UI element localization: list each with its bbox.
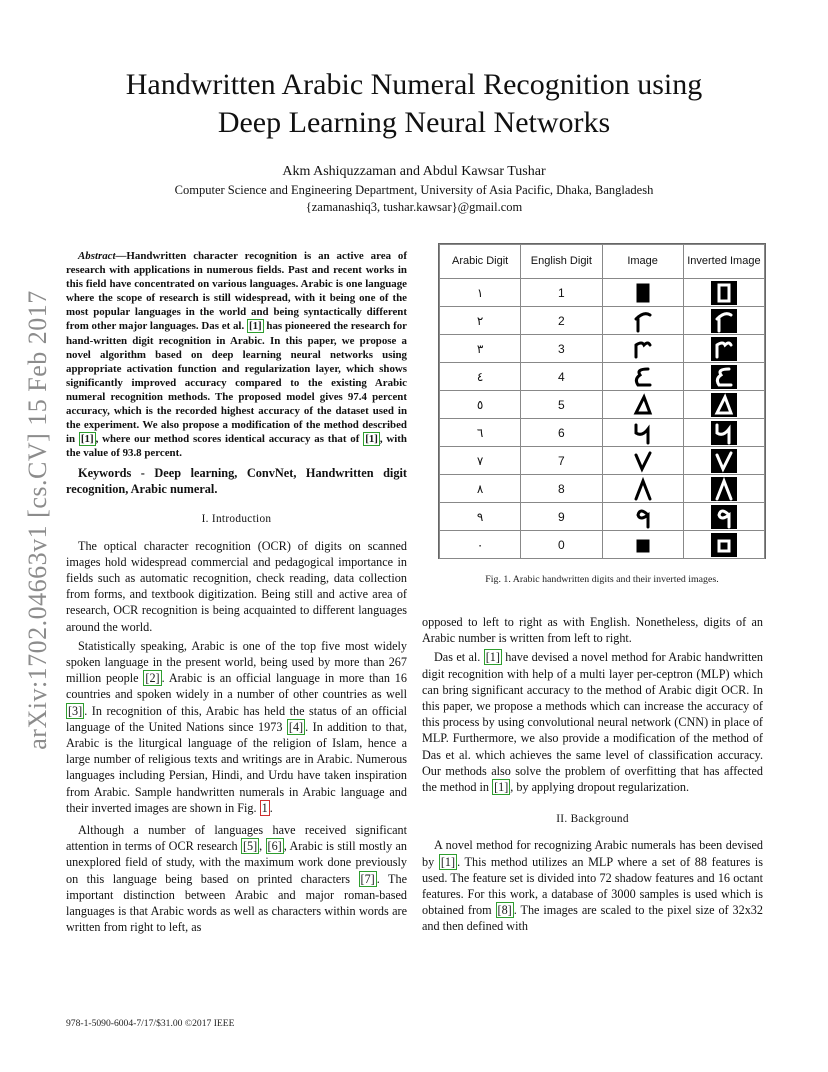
- table-header-row: [440, 245, 765, 279]
- handwritten-digit-image: [630, 505, 656, 529]
- keywords: Keywords - Deep learning, ConvNet, Handwritten digit recognition, Arabic numeral.: [66, 466, 407, 497]
- arabic-digit-cell: ٣: [440, 335, 521, 363]
- arabic-digit-cell: ٩: [440, 503, 521, 531]
- section-heading-background: II. Background: [556, 813, 629, 826]
- figure-link[interactable]: 1: [261, 800, 268, 815]
- text-run: . Arabic is an official language in more than 16 countries and spoken widely in a number of other countries as well: [66, 671, 407, 702]
- affiliation-block: [60, 182, 768, 216]
- arxiv-stamp-text: arXiv:1702.04663v1 [cs.CV] 15 Feb 2017: [23, 290, 53, 750]
- english-digit-cell: 3: [521, 335, 602, 363]
- text-run: ,: [259, 839, 266, 854]
- table-body: [440, 279, 765, 559]
- inverted-digit-image: [711, 449, 737, 473]
- text-run: A novel method for recognizing Arabic numerals has been devised by: [422, 838, 763, 869]
- arabic-digit-cell: ١: [440, 279, 521, 307]
- english-digit-cell: 7: [521, 447, 602, 475]
- figure-1: [438, 243, 766, 559]
- text-run: . In addition to that, Arabic is the liturgical language of the religion of Islam, hence a large number of religious texts and writings are in Arabic. Numerous languages including Persian, Hindi, and Urdu have taken inspiration from Arabic. Sample handwritten numerals in Arabic language and their inverted images are shown in Fig.: [66, 719, 407, 815]
- left-column: [66, 249, 407, 938]
- handwritten-digit-image: [630, 309, 656, 333]
- handwritten-digit-image: [630, 421, 656, 445]
- title-line-1: Handwritten Arabic Numeral Recognition using: [125, 68, 703, 101]
- arabic-digit-cell: ٦: [440, 419, 521, 447]
- header-arabic-digit: Arabic Digit: [440, 245, 521, 279]
- paragraph: [66, 822, 407, 935]
- inverted-image-cell: [683, 419, 764, 447]
- image-cell: [602, 391, 683, 419]
- text-run: Although a number of languages have received significant attention in terms of OCR research: [66, 823, 407, 854]
- image-cell: [602, 447, 683, 475]
- english-digit-cell: 9: [521, 503, 602, 531]
- text-run: . The important distinction between Arabic and major roman-based languages is that Arabic words as well as characters within words are written from right to left, as: [66, 871, 407, 935]
- table-row: [440, 447, 765, 475]
- citation-link[interactable]: [2]: [145, 671, 160, 686]
- image-cell: [602, 279, 683, 307]
- table-row: [440, 419, 765, 447]
- citation-link[interactable]: [3]: [68, 703, 83, 718]
- citation-link[interactable]: [1]: [80, 433, 94, 446]
- image-cell: [602, 335, 683, 363]
- paragraph: [66, 638, 407, 816]
- table-row: [440, 335, 765, 363]
- text-run: , Arabic is still mostly an unexplored field of study, with the maximum work done previously on this language being based on printed characters: [66, 839, 407, 886]
- paper-title: [60, 66, 768, 142]
- inverted-image-cell: [683, 335, 764, 363]
- inverted-digit-image: [711, 281, 737, 305]
- image-cell: [602, 419, 683, 447]
- arabic-digit-cell: ٤: [440, 363, 521, 391]
- text-run: . The images are scaled to the pixel size of 32x32 and then defined with: [422, 903, 763, 934]
- inverted-image-cell: [683, 279, 764, 307]
- image-cell: [602, 363, 683, 391]
- arabic-digit-cell: ٢: [440, 307, 521, 335]
- handwritten-digit-image: [630, 477, 656, 501]
- citation-link[interactable]: [1]: [248, 320, 262, 333]
- citation-link[interactable]: [1]: [485, 650, 500, 665]
- text-run: have devised a novel method for Arabic handwritten digit recognition with help of a multi layer per-ceptron (MLP) which can bring significant accuracy to the method of Arabic digit OCR. In this paper, we propose a methods which can increase the accuracy of this process by using convolutional neural network (CNN) in place of MLP. Furthermore, we also provide a modification of the method of Das et al. which achieves the same level of classification accuracy. Our methods also solve the problem of overfitting that has affected the method in: [422, 650, 764, 795]
- image-cell: [602, 531, 683, 559]
- image-cell: [602, 307, 683, 335]
- text-run: . In recognition of this, Arabic has held the status of an official language of the United Nations since 1973: [66, 703, 407, 734]
- table-row: [440, 279, 765, 307]
- arabic-digit-cell: ٨: [440, 475, 521, 503]
- text-run: , by applying dropout regularization.: [510, 780, 690, 795]
- table-row: [440, 363, 765, 391]
- abstract-text-2: has pioneered the research for hand-written digit recognition in Arabic. In this paper, we propose a novel algorithm based on deep learning neural networks using appropriate activation function and regularization layer, which shows significantly improved accuracy compared to the existing Arabic numeral recognition methods. The proposed model gives 97.4 percent accuracy, which is the recorded highest accuracy of the dataset used in the experiment. We also propose a modification of the method described in: [66, 320, 407, 446]
- citation-link[interactable]: [1]: [494, 780, 509, 795]
- citation-link[interactable]: [8]: [497, 903, 512, 918]
- handwritten-digit-image: [630, 365, 656, 389]
- inverted-image-cell: [683, 307, 764, 335]
- arabic-digit-cell: ٠: [440, 531, 521, 559]
- table-row: [440, 475, 765, 503]
- abstract-text-3: , where our method scores identical accuracy as that of: [95, 433, 364, 446]
- paragraph: [422, 649, 763, 795]
- citation-link[interactable]: [7]: [360, 871, 375, 886]
- english-digit-cell: 4: [521, 363, 602, 391]
- handwritten-digit-image: [630, 533, 656, 557]
- abstract-text-4: , with the value of 93.8 percent.: [66, 433, 407, 460]
- section-heading-introduction: I. Introduction: [201, 513, 272, 526]
- inverted-digit-image: [711, 393, 737, 417]
- text-run: . This method utilizes an MLP where a set of 88 features is used. The feature set is divided into 72 shadow features and 16 octant features. For this work, a database of 3000 samples is used which is obtained from: [422, 854, 763, 918]
- english-digit-cell: 1: [521, 279, 602, 307]
- inverted-image-cell: [683, 475, 764, 503]
- citation-link[interactable]: [5]: [242, 839, 258, 854]
- inverted-digit-image: [711, 365, 737, 389]
- digit-table: [439, 244, 765, 559]
- abstract-label: Abstract: [78, 250, 116, 262]
- inverted-digit-image: [711, 533, 737, 557]
- affiliation: Computer Science and Engineering Department, University of Asia Pacific, Dhaka, Bangladesh: [174, 183, 654, 197]
- inverted-digit-image: [711, 477, 737, 501]
- header-inverted-image: Inverted Image: [683, 245, 764, 279]
- authors: Akm Ashiquzzaman and Abdul Kawsar Tushar: [282, 164, 546, 179]
- inverted-image-cell: [683, 391, 764, 419]
- inverted-digit-image: [711, 309, 737, 333]
- text-run: .: [269, 800, 273, 815]
- abstract: [66, 249, 407, 460]
- citation-link[interactable]: [1]: [440, 854, 456, 869]
- english-digit-cell: 6: [521, 419, 602, 447]
- image-cell: [602, 475, 683, 503]
- copyright-footer: 978-1-5090-6004-7/17/$31.00 ©2017 IEEE: [66, 1018, 235, 1029]
- image-cell: [602, 503, 683, 531]
- header-english-digit: English Digit: [521, 245, 602, 279]
- figure-caption: Fig. 1. Arabic handwritten digits and their inverted images.: [485, 574, 719, 585]
- english-digit-cell: 2: [521, 307, 602, 335]
- table-row: [440, 503, 765, 531]
- emails: {zamanashiq3, tushar.kawsar}@gmail.com: [305, 200, 523, 214]
- inverted-image-cell: [683, 503, 764, 531]
- inverted-digit-image: [711, 505, 737, 529]
- paragraph: The optical character recognition (OCR) of digits on scanned images hold widespread commercial and pedagogical importance in fields such as automatic recognition, check reading, data collection from forms, and textbook digitization. Being still and active area of research, OCR recognition is being acquainted to different languages around the world.: [66, 538, 407, 634]
- arxiv-stamp: [18, 280, 58, 760]
- inverted-image-cell: [683, 363, 764, 391]
- table-row: [440, 307, 765, 335]
- inverted-image-cell: [683, 531, 764, 559]
- right-column: [422, 614, 763, 938]
- inverted-digit-image: [711, 337, 737, 361]
- handwritten-digit-image: [630, 449, 656, 473]
- header-image: Image: [602, 245, 683, 279]
- inverted-digit-image: [711, 421, 737, 445]
- title-line-2: Deep Learning Neural Networks: [217, 106, 611, 139]
- handwritten-digit-image: [630, 337, 656, 361]
- text-run: Das et al.: [434, 650, 484, 665]
- paragraph: [422, 837, 763, 934]
- citation-link[interactable]: [1]: [365, 433, 378, 446]
- english-digit-cell: 5: [521, 391, 602, 419]
- citation-link[interactable]: [6]: [267, 839, 282, 854]
- table-row: [440, 531, 765, 559]
- handwritten-digit-image: [630, 393, 656, 417]
- text-run: Statistically speaking, Arabic is one of the top five most widely spoken language in the present world, being used by more than 267 million people: [66, 638, 407, 686]
- inverted-image-cell: [683, 447, 764, 475]
- english-digit-cell: 8: [521, 475, 602, 503]
- citation-link[interactable]: [4]: [288, 719, 304, 734]
- table-row: [440, 391, 765, 419]
- arabic-digit-cell: ٧: [440, 447, 521, 475]
- english-digit-cell: 0: [521, 531, 602, 559]
- handwritten-digit-image: [630, 281, 656, 305]
- arabic-digit-cell: ٥: [440, 391, 521, 419]
- abstract-text-1: —Handwritten character recognition is an active area of research with applications in numerous fields. Past and recent works in this field have concentrated on various languages. Arabic is one language where the scope of research is still widespread, with it being one of the most popular languages in the world and being syntactically different from other major languages. Das et al.: [66, 250, 407, 333]
- paragraph: opposed to left to right as with English. Nonetheless, digits of an Arabic number is written from left to right.: [422, 615, 763, 646]
